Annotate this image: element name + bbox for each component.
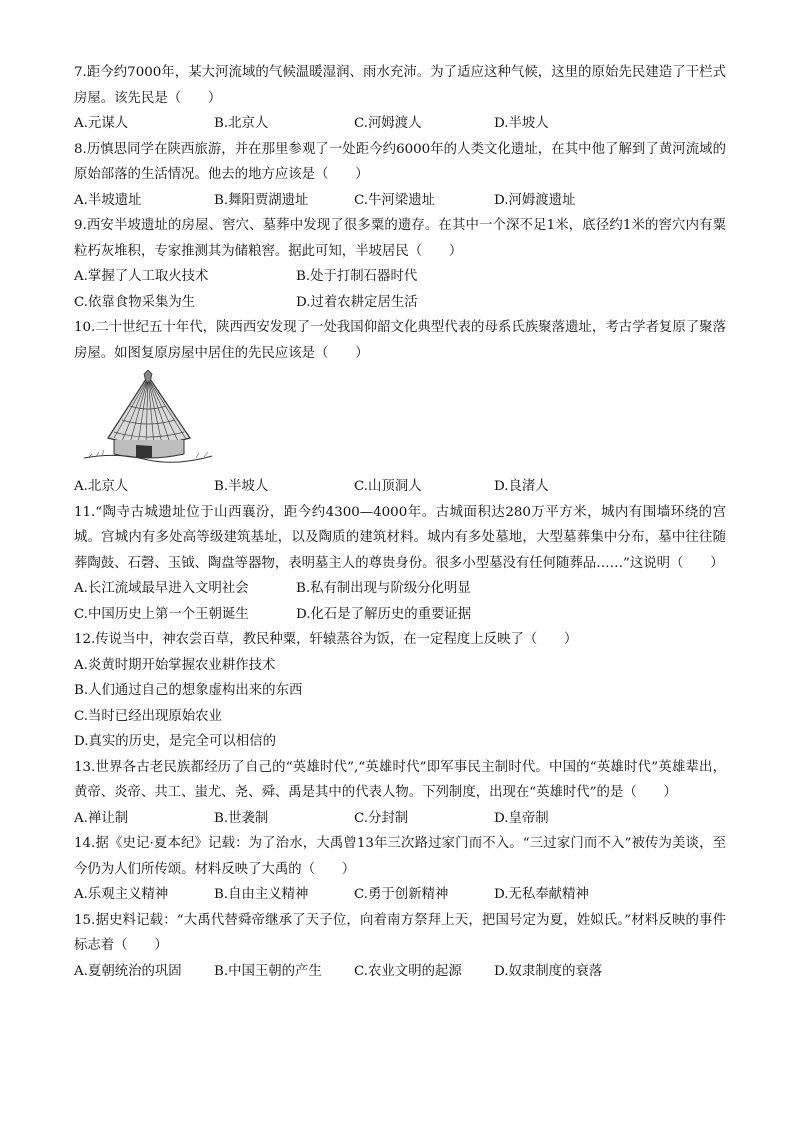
option-d: D.良渚人 (494, 479, 549, 494)
option-a: A.禅让制 (74, 810, 129, 826)
question-9 (74, 213, 726, 315)
option-a: A.乐观主义精神 (74, 887, 169, 902)
option-a: A.炎黄时期开始掌握农业耕作技术 (74, 657, 276, 673)
option-d: D.河姆渡遗址 (494, 192, 576, 208)
option-a: A.半坡遗址 (74, 192, 142, 208)
question-8 (74, 137, 726, 214)
question-14 (74, 831, 726, 908)
option-c: C.牛河梁遗址 (354, 192, 435, 208)
option-d: D.皇帝制 (494, 810, 549, 826)
options-row (74, 111, 726, 137)
question-stem: 13.世界各古老民族都经历了自己的“英雄时代”,“英雄时代”即军事民主制时代。中国的“英雄时代”英雄辈出，黄帝、炎帝、共工、蚩尤、尧、舜、禹是其中的代表人物。下列制度，出现在“英雄时代”的是（ ） (74, 759, 726, 800)
options-row (74, 188, 726, 214)
option-b: B.北京人 (214, 116, 269, 131)
options-row (74, 576, 726, 602)
question-15 (74, 908, 726, 985)
option-c: C.中国历史上第一个王朝诞生 (74, 606, 249, 622)
question-stem: 11.“陶寺古城遗址位于山西襄汾，距今约4300—4000年。古城面积达280万平方米，城内有围墙环绕的宫城。宫城内有多处高等级建筑基址，以及陶质的建筑材料。城内有多处墓地，大型墓葬集中分布，墓中往往随葬陶鼓、石磬、玉钺、陶盘等器物，表明墓主人的尊贵身份。很多小型墓没有任何随葬品……”这说明（ ） (74, 504, 726, 571)
option-a: A.元谋人 (74, 116, 129, 131)
option-b: B.私有制出现与阶级分化明显 (296, 581, 471, 596)
option-d: D.半坡人 (494, 116, 549, 131)
option-d: D.过着农耕定居生活 (296, 294, 418, 310)
question-13 (74, 755, 726, 832)
option-c: C.农业文明的起源 (354, 963, 462, 979)
option-d: D.无私奉献精神 (494, 887, 589, 902)
option-a: A.长江流域最早进入文明社会 (74, 581, 249, 596)
options-row (74, 602, 726, 628)
option-c: C.分封制 (354, 810, 409, 826)
option-b: B.人们通过自己的想象虚构出来的东西 (74, 683, 303, 698)
question-stem: 10.二十世纪五十年代，陕西西安发现了一处我国仰韶文化典型代表的母系氏族聚落遗址，考古学者复原了聚落房屋。如图复原房屋中居住的先民应该是（ ） (74, 320, 726, 361)
question-12 (74, 627, 726, 755)
option-a: A.夏朝统治的巩固 (74, 963, 182, 979)
option-d: D.化石是了解历史的重要证据 (296, 606, 472, 622)
question-11 (74, 500, 726, 628)
option-b: B.半坡人 (214, 479, 269, 494)
option-c: C.山顶洞人 (354, 479, 422, 494)
option-b: B.世袭制 (214, 810, 269, 826)
option-a: A.北京人 (74, 479, 129, 494)
question-stem: 8.历慎思同学在陕西旅游，并在那里参观了一处距今约6000年的人类文化遗址，在其中他了解到了黄河流域的原始部落的生活情况。他去的地方应该是（ ） (74, 141, 726, 182)
option-b: B.舞阳贾湖遗址 (214, 192, 309, 208)
option-c: C.河姆渡人 (354, 116, 422, 131)
option-d: D.真实的历史，是完全可以相信的 (74, 734, 276, 749)
option-b: B.自由主义精神 (214, 887, 309, 902)
question-7 (74, 60, 726, 137)
question-stem: 12.传说当中，神农尝百草，教民种粟，轩辕蒸谷为饭，在一定程度上反映了（ ） (74, 632, 578, 647)
options-row (74, 959, 726, 985)
option-c: C.当时已经出现原始农业 (74, 708, 222, 724)
question-stem: 7.距今约7000年，某大河流域的气候温暖湿润、雨水充沛。为了适应这种气候，这里的原始先民建造了干栏式房屋。该先民是（ ） (74, 65, 726, 106)
thatched-hut-illustration (78, 370, 218, 468)
options-row (74, 264, 726, 290)
question-10 (74, 315, 726, 500)
option-c: C.勇于创新精神 (354, 887, 449, 902)
option-c: C.依靠食物采集为生 (74, 294, 196, 310)
option-a: A.掌握了人工取火技术 (74, 269, 209, 284)
question-stem: 9.西安半坡遗址的房屋、窖穴、墓葬中发现了很多粟的遗存。在其中一个深不足1米，底径约1米的窖穴内有粟粒朽灰堆积，专家推测其为储粮窖。据此可知，半坡居民（ ） (74, 218, 726, 259)
option-b: B.中国王朝的产生 (214, 963, 322, 979)
question-stem: 14.据《史记·夏本纪》记载：为了治水，大禹曾13年三次路过家门而不入。“三过家门而不入”被传为美谈，至今仍为人们所传颂。材料反映了大禹的（ ） (74, 836, 726, 877)
option-b: B.处于打制石器时代 (296, 269, 418, 284)
reconstructed-house-figure (78, 370, 218, 468)
question-stem: 15.据史料记载：“大禹代替舜帝继承了天子位，向着南方祭拜上天，把国号定为夏，姓姒氏。”材料反映的事件标志着（ ） (74, 912, 726, 953)
options-row (74, 474, 726, 500)
options-row (74, 882, 726, 908)
options-row (74, 290, 726, 316)
options-row (74, 806, 726, 832)
exam-page (74, 60, 726, 984)
option-d: D.奴隶制度的衰落 (494, 963, 603, 979)
